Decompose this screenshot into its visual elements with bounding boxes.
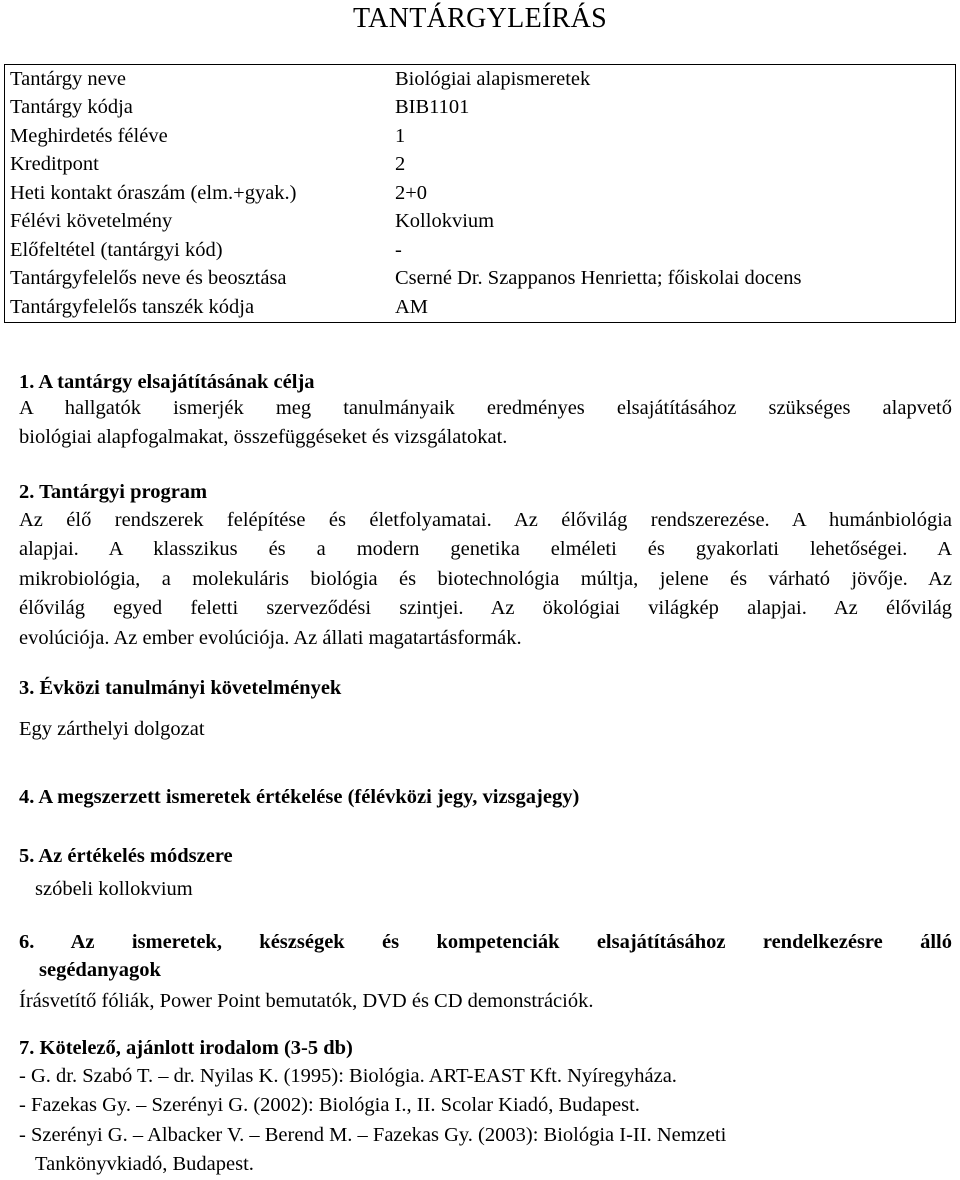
course-info-label: Tantárgy neve	[10, 67, 127, 90]
section-7	[19, 1036, 952, 1180]
section-1-heading: 1. A tantárgy elsajátításának célja	[19, 371, 315, 393]
section-1-line: A hallgatók ismerjék meg tanulmányaik eredményes elsajátításához szükséges alapvető	[19, 396, 952, 419]
section-3-heading: 3. Évközi tanulmányi követelmények	[19, 677, 342, 699]
course-info-table	[4, 64, 956, 323]
section-2-line: alapjai. A klasszikus és a modern genetika elméleti és gyakorlati lehetőségei. A	[19, 538, 952, 561]
section-5-heading: 5. Az értékelés módszere	[19, 845, 233, 867]
section-4-heading: 4. A megszerzett ismeretek értékelése (félévközi jegy, vizsgajegy)	[19, 786, 580, 808]
course-info-row	[5, 94, 956, 123]
reference-item: Tankönyvkiadó, Budapest.	[35, 1153, 254, 1176]
section-1-line: biológiai alapfogalmakat, összefüggéseket és vizsgálatokat.	[19, 426, 508, 449]
reference-item: - Fazekas Gy. – Szerényi G. (2002): Biológia I., II. Scolar Kiadó, Budapest.	[19, 1094, 640, 1117]
course-info-label: Meghirdetés féléve	[10, 124, 168, 147]
course-info-row	[5, 179, 956, 208]
course-info-label: Előfeltétel (tantárgyi kód)	[10, 238, 223, 261]
section-2	[19, 480, 952, 653]
reference-item: - G. dr. Szabó T. – dr. Nyilas K. (1995): Biológia. ART-EAST Kft. Nyíregyháza.	[19, 1064, 677, 1087]
course-info-value: AM	[395, 295, 429, 318]
course-info-value: -	[395, 238, 402, 261]
section-2-line: élővilág egyed feletti szerveződési szintjei. Az ökológiai világkép alapjai. Az élővilág	[19, 597, 952, 620]
reference-item: - Szerényi G. – Albacker V. – Berend M. – Fazekas Gy. (2003): Biológia I-II. Nemzeti	[19, 1123, 727, 1146]
section-3-text: Egy zárthelyi dolgozat	[19, 717, 205, 740]
document-title: TANTÁRGYLEÍRÁS	[353, 3, 607, 34]
section-1	[19, 370, 952, 453]
course-info-label: Kreditpont	[10, 153, 99, 176]
course-info-value: BIB1101	[395, 96, 470, 119]
course-info-label: Félévi követelmény	[10, 210, 173, 233]
course-info-value: Kollokvium	[395, 210, 495, 233]
course-info-row	[5, 293, 956, 322]
section-2-line: mikrobiológia, a molekuláris biológia és biotechnológia múltja, jelene és várható jövője. Az	[19, 567, 952, 590]
course-info-label: Tantárgyfelelős neve és beosztása	[10, 267, 287, 290]
section-7-heading: 7. Kötelező, ajánlott irodalom (3-5 db)	[19, 1037, 353, 1059]
course-info-row	[5, 65, 956, 94]
course-info-label: Tantárgy kódja	[10, 96, 133, 119]
section-6-heading-cont: segédanyagok	[39, 959, 161, 981]
course-info-value: 1	[395, 124, 406, 147]
course-info-row	[5, 208, 956, 237]
section-2-line: evolúciója. Az ember evolúciója. Az állati magatartásformák.	[19, 626, 522, 649]
section-6	[19, 928, 952, 1014]
course-info-label: Heti kontakt óraszám (elm.+gyak.)	[10, 181, 297, 204]
course-info-row	[5, 265, 956, 294]
section-6-heading: 6. Az ismeretek, készségek és kompetenciák elsajátításához rendelkezésre álló	[19, 931, 952, 953]
course-info-value: Biológiai alapismeretek	[395, 67, 591, 90]
course-info-value: 2	[395, 153, 406, 176]
course-info-row	[5, 122, 956, 151]
course-info-value: 2+0	[395, 181, 428, 204]
section-5	[19, 844, 952, 901]
section-5-text: szóbeli kollokvium	[35, 877, 193, 900]
section-3	[19, 676, 952, 741]
section-4	[19, 785, 952, 810]
section-2-heading: 2. Tantárgyi program	[19, 481, 208, 503]
course-info-value: Cserné Dr. Szappanos Henrietta; főiskolai docens	[395, 267, 802, 290]
section-2-line: Az élő rendszerek felépítése és életfolyamatai. Az élővilág rendszerezése. A humánbiológia	[19, 508, 952, 531]
course-info-row	[5, 236, 956, 265]
course-info-label: Tantárgyfelelős tanszék kódja	[10, 295, 255, 318]
section-6-text: Írásvetítő fóliák, Power Point bemutatók, DVD és CD demonstrációk.	[19, 990, 594, 1012]
course-info-row	[5, 151, 956, 180]
